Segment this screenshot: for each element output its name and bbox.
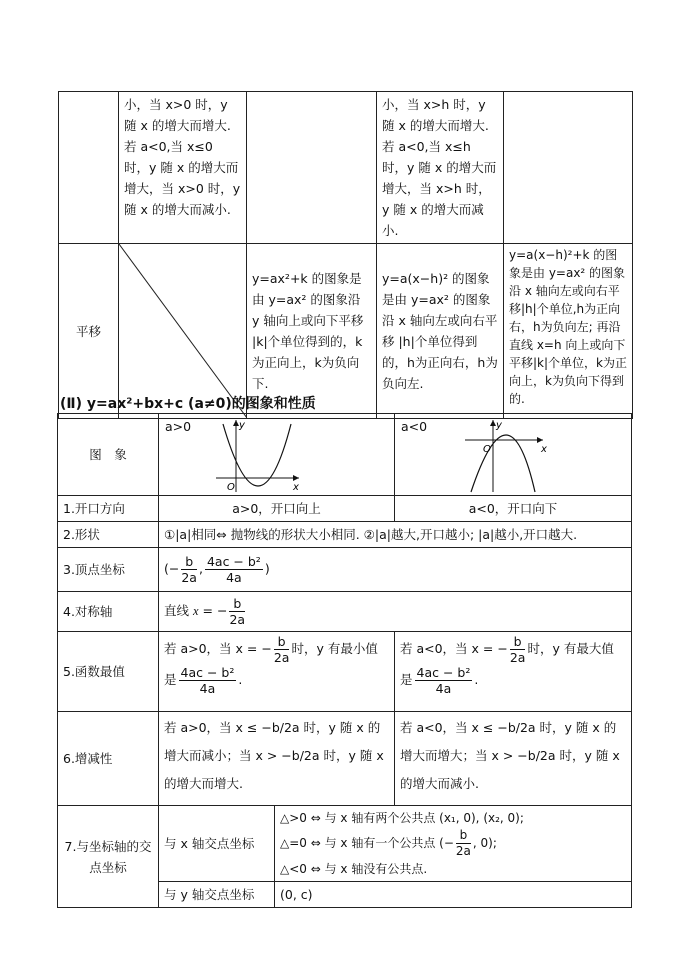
extremum-max: 若 a<0，当 x = − $\frac{b}{2a}$ 时，y 有最大值 是 $\frac{\text{4ac − b²}}{4a}$ . xyxy=(395,632,632,712)
translate-label: 平移 xyxy=(59,244,119,419)
section-title: (Ⅱ) y=ax²+bx+c (a≠0)的图象和性质 xyxy=(60,396,316,412)
vertex-formula: (− $\frac{b}{2a}$ , $\frac{\text{4ac − b²}}{4a}$ ) xyxy=(159,548,632,592)
open-up: a>0，开口向上 xyxy=(159,496,395,522)
x-axis-intersection-label: 与 x 轴交点坐标 xyxy=(159,806,275,882)
properties-table-top xyxy=(58,91,633,419)
y-axis-label: y xyxy=(239,420,245,431)
y-axis-label: y xyxy=(496,420,502,431)
origin-label: O xyxy=(227,482,235,493)
intersection-label: 7.与坐标轴的交点坐标 xyxy=(58,806,159,908)
axis-symmetry-label: 4.对称轴 xyxy=(58,592,159,632)
open-direction-label: 1.开口方向 xyxy=(58,496,159,522)
image-label: 图 象 xyxy=(58,414,159,496)
origin-label: O xyxy=(483,444,491,455)
properties-table-quadratic xyxy=(57,413,632,908)
parabola-up-graph xyxy=(211,416,301,494)
vertex-label: 3.顶点坐标 xyxy=(58,548,159,592)
empty-cell xyxy=(247,92,377,244)
parabola-down-graph xyxy=(461,418,551,494)
monotonicity-label: 6.增减性 xyxy=(58,712,159,806)
y-axis-intersection-value: (0, c) xyxy=(275,882,632,908)
cond-a-negative: a<0 xyxy=(401,419,428,434)
shape-text: ①|a|相同⇔ 抛物线的形状大小相同. ②|a|越大,开口越小; |a|越小,开口越大. xyxy=(159,522,632,548)
x-axis-label: x xyxy=(541,444,547,455)
row1-col1: 小，当 x>0 时，y 随 x 的增大而增大.若 a<0,当 x≤0 时，y 随 x 的增大而增大，当 x>0 时，y 随 x 的增大而减小. xyxy=(119,92,247,244)
shape-label: 2.形状 xyxy=(58,522,159,548)
cond-a-positive: a>0 xyxy=(165,419,192,434)
empty-cell xyxy=(59,92,119,244)
x-axis-label: x xyxy=(293,482,299,493)
translate-h: y=a(x−h)² 的图象是由 y=ax² 的图象沿 x 轴向左或向右平移 |h|个单位得到的，h为正向右，h为负向左. xyxy=(377,244,504,419)
graph-up-cell xyxy=(159,414,395,496)
open-down: a<0，开口向下 xyxy=(395,496,632,522)
y-axis-intersection-label: 与 y 轴交点坐标 xyxy=(159,882,275,908)
extremum-label: 5.函数最值 xyxy=(58,632,159,712)
extremum-min: 若 a>0，当 x = − $\frac{b}{2a}$ 时，y 有最小值 是 $\frac{\text{4ac − b²}}{4a}$ . xyxy=(159,632,395,712)
translate-k: y=ax²+k 的图象是由 y=ax² 的图象沿 y 轴向上或向下平移 |k|个单位得到的，k为正向上，k为负向下. xyxy=(247,244,377,419)
diagonal-line xyxy=(119,244,247,418)
row1-col3: 小，当 x>h 时，y 随 x 的增大而增大.若 a<0,当 x≤h 时，y 随 x 的增大而增大，当 x>h 时，y 随 x 的增大而减小. xyxy=(377,92,504,244)
monotonicity-down: 若 a<0，当 x ≤ −b/2a 时，y 随 x 的增大而增大；当 x > −b/2a 时，y 随 x 的增大而减小. xyxy=(395,712,632,806)
translate-hk: y=a(x−h)²+k 的图象是由 y=ax² 的图象沿 x 轴向左或向右平移|h|个单位,h为正向右，h为负向左; 再沿直线 x=h 向上或向下平移|k|个单位，k为正向上，k为负向下得到的. xyxy=(504,244,633,419)
x-axis-intersection-cases: △>0 ⇔ 与 x 轴有两个公共点 (x₁, 0), (x₂, 0); △=0 ⇔ 与 x 轴有一个公共点 (− $\frac{b}{2a}$ , 0); △<0 ⇔ 与 x 轴没有公共点. xyxy=(275,806,632,882)
axis-symmetry-formula: 直线 x = − $\frac{b}{2a}$ xyxy=(159,592,632,632)
monotonicity-up: 若 a>0，当 x ≤ −b/2a 时，y 随 x 的增大而减小；当 x > −b/2a 时，y 随 x 的增大而增大. xyxy=(159,712,395,806)
empty-cell xyxy=(504,92,633,244)
graph-down-cell xyxy=(395,414,632,496)
